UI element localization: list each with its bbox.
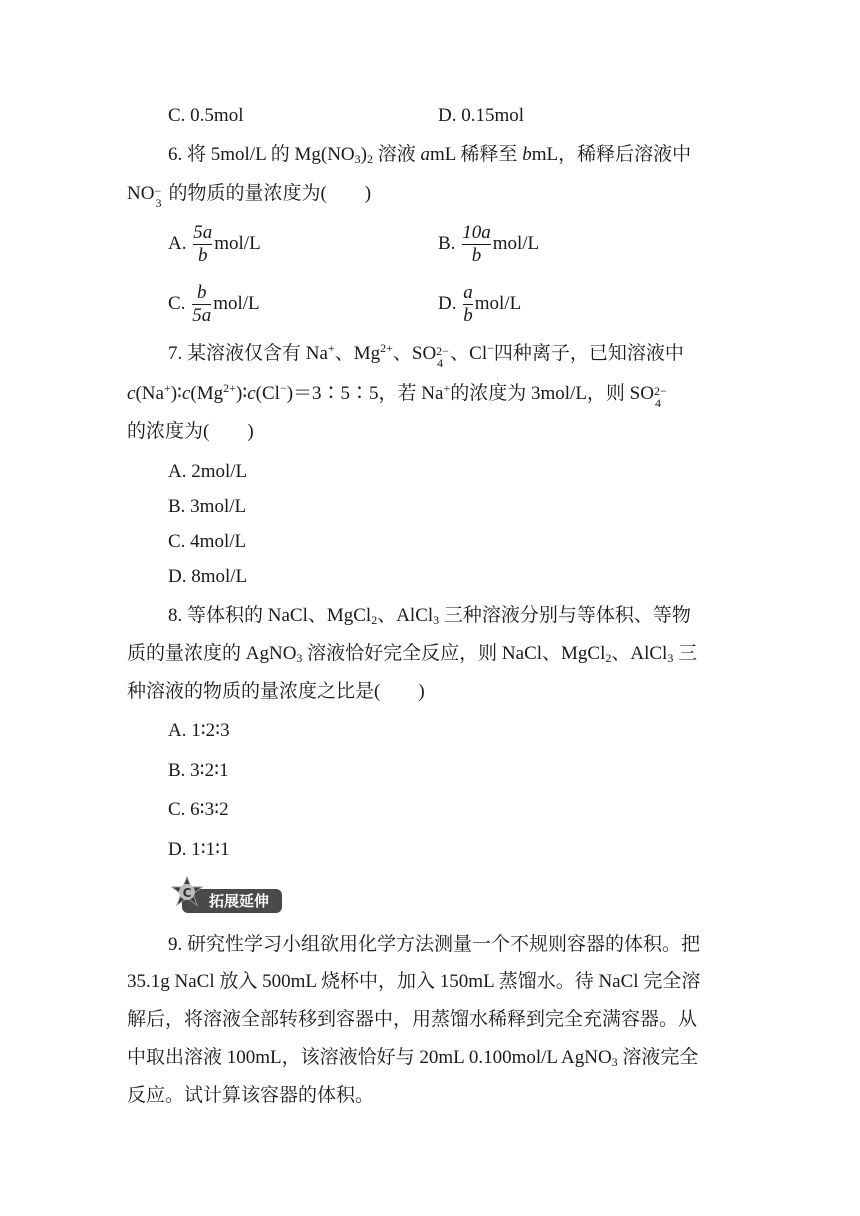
q6-option-a: A. $\frac{5a}{b}$ mol/L (168, 222, 261, 266)
q7-stem-line2: $c(Na^+)∶c(Mg^{2+})∶c(Cl^-)=3∶5∶5$，若 Na+的浓度为 3mol/L，则 SO 2− 4 (127, 381, 667, 410)
q7-stem-line3: 的浓度为( ) (127, 421, 254, 442)
q9-stem-line5: 反应。试计算该容器的体积。 (127, 1085, 375, 1106)
q7-option-a: A. 2mol/L (168, 461, 248, 482)
q6-option-b: B. $\frac{10a}{b}$ mol/L (438, 222, 540, 266)
q7-option-b: B. 3mol/L (168, 496, 247, 517)
section-badge-label: 拓展延伸 (182, 889, 282, 913)
q5-option-d: D. 0.15mol (438, 105, 525, 126)
q8-option-b: B. 3∶2∶1 (168, 760, 229, 781)
q6-option-c: C. $\frac{b}{5a}$ mol/L (168, 282, 260, 326)
q9-stem-line4: 中取出溶液 100mL，该溶液恰好与 20mL 0.100mol/L AgNO$_3$ 溶液完全 (127, 1047, 699, 1069)
fraction: $\frac{10a}{b}$ (462, 222, 491, 266)
q8-option-d: D. 1∶1∶1 (168, 839, 230, 860)
q8-option-a: A. 1∶2∶3 (168, 720, 230, 741)
fraction: $\frac{5a}{b}$ (193, 222, 213, 266)
fraction: $\frac{a}{b}$ (463, 282, 473, 326)
q6-stem-line2: NO − 3 的物质的量浓度为( ) (127, 183, 372, 210)
q8-stem-line3: 种溶液的物质的量浓度之比是( ) (127, 681, 425, 702)
q5-option-c: C. 0.5mol (168, 105, 244, 126)
q7-stem-line1: 7. 某溶液仅含有 Na+、$Mg^{2+}$、SO 2− 4 、Cl−四种离子，已知溶液中 (168, 341, 684, 370)
q8-stem-line2: 质的量浓度的 AgNO$_3$ 溶液恰好完全反应，则 NaCl、MgCl$_2$、AlCl$_3$ 三 (127, 643, 698, 665)
q8-option-c: C. 6∶3∶2 (168, 799, 229, 820)
star-icon (170, 876, 204, 912)
q9-stem-line1: 9. 研究性学习小组欲用化学方法测量一个不规则容器的体积。把 (168, 934, 701, 955)
q7-option-d: D. 8mol/L (168, 566, 248, 587)
q6-stem-line1: 6. 将 5mol/L 的 $Mg(NO_3)_2$ 溶液 amL 稀释至 bmL，稀释后溶液中 (168, 144, 692, 166)
q9-stem-line3: 解后，将溶液全部转移到容器中，用蒸馏水稀释到完全充满容器。从 (127, 1009, 698, 1030)
q6-option-d: D. $\frac{a}{b}$ mol/L (438, 282, 522, 326)
q8-stem-line1: 8. 等体积的 NaCl、MgCl$_2$、AlCl$_3$ 三种溶液分别与等体积、等物 (168, 605, 691, 627)
q7-option-c: C. 4mol/L (168, 531, 247, 552)
fraction: $\frac{b}{5a}$ (192, 282, 212, 326)
badge-letter: C (182, 886, 192, 900)
q9-stem-line2: 35.1g NaCl 放入 500mL 烧杯中，加入 150mL 蒸馏水。待 NaCl 完全溶 (127, 971, 701, 992)
section-badge-extension (170, 876, 286, 916)
